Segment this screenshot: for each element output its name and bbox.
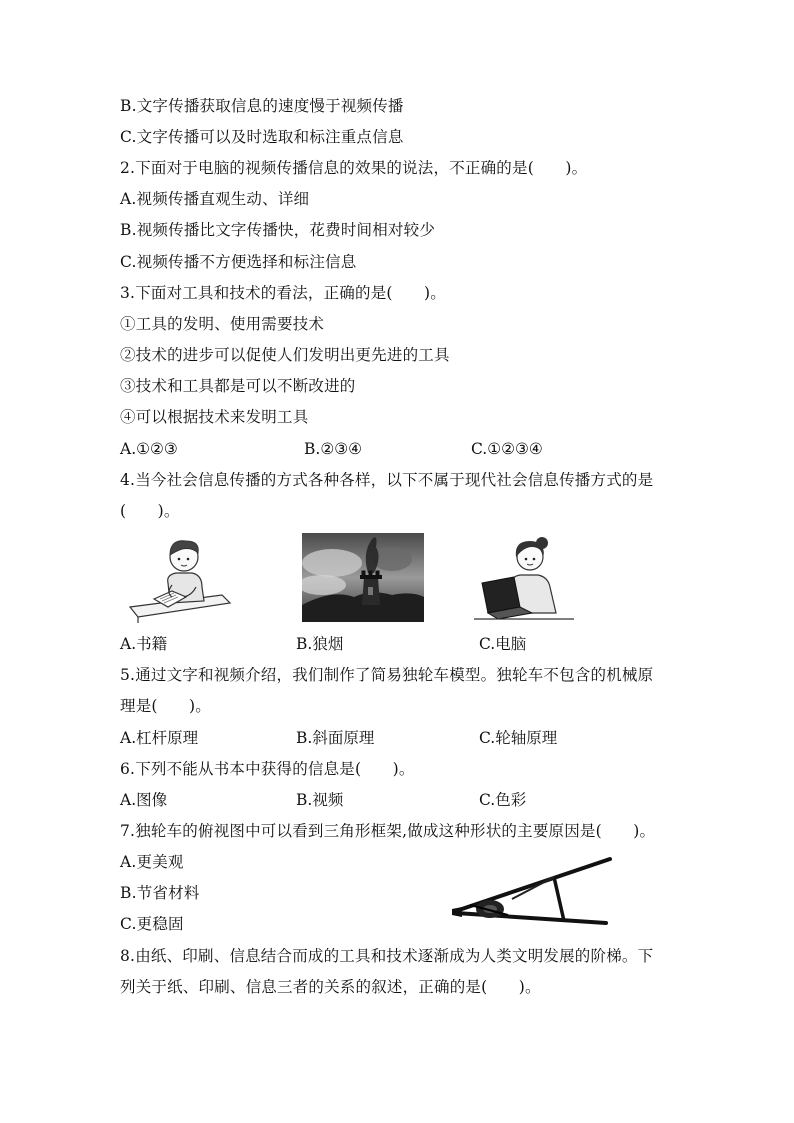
question-4-blank: ( )。 — [120, 502, 180, 520]
q5-option-a: A.杠杆原理 — [120, 729, 199, 747]
q7-option-c: C.更稳固 — [120, 915, 184, 933]
beacon-smoke-photo — [302, 533, 424, 622]
q3-statement-3: ③技术和工具都是可以不断改进的 — [120, 377, 356, 395]
q3-option-b: B.②③④ — [304, 440, 363, 458]
q4-option-a: A.书籍 — [120, 635, 168, 653]
question-5-cont: 理是( )。 — [120, 697, 211, 715]
q3-statement-1: ①工具的发明、使用需要技术 — [120, 315, 325, 333]
q2-option-c: C.视频传播不方便选择和标注信息 — [120, 253, 357, 271]
question-6: 6.下列不能从书本中获得的信息是( )。 — [120, 760, 415, 778]
question-4: 4.当今社会信息传播的方式各种各样，以下不属于现代社会信息传播方式的是 — [120, 471, 654, 489]
question-2: 2.下面对于电脑的视频传播信息的效果的说法，不正确的是( )。 — [120, 159, 588, 177]
q2-option-a: A.视频传播直观生动、详细 — [120, 190, 310, 208]
question-8-cont: 列关于纸、印刷、信息三者的关系的叙述，正确的是( )。 — [120, 978, 541, 996]
q2-option-b: B.视频传播比文字传播快，花费时间相对较少 — [120, 221, 436, 239]
q3-statement-4: ④可以根据技术来发明工具 — [120, 408, 309, 426]
question-8: 8.由纸、印刷、信息结合而成的工具和技术逐渐成为人类文明发展的阶梯。下 — [120, 947, 654, 965]
q7-option-a: A.更美观 — [120, 853, 184, 871]
q1-option-c: C.文字传播可以及时选取和标注重点信息 — [120, 128, 404, 146]
wheelbarrow-topview-photo — [450, 855, 614, 927]
q6-option-b: B.视频 — [296, 791, 344, 809]
q5-option-b: B.斜面原理 — [296, 729, 375, 747]
q3-statement-2: ②技术的进步可以促使人们发明出更先进的工具 — [120, 346, 450, 364]
q3-option-c: C.①②③④ — [471, 440, 543, 458]
question-3: 3.下面对工具和技术的看法，正确的是( )。 — [120, 284, 446, 302]
q7-option-b: B.节省材料 — [120, 884, 200, 902]
boy-reading-illustration — [126, 533, 236, 625]
q6-option-a: A.图像 — [120, 791, 168, 809]
q4-option-b: B.狼烟 — [296, 635, 344, 653]
woman-computer-illustration — [474, 533, 574, 622]
q4-option-c: C.电脑 — [479, 635, 527, 653]
question-5: 5.通过文字和视频介绍，我们制作了简易独轮车模型。独轮车不包含的机械原 — [120, 666, 654, 684]
q5-option-c: C.轮轴原理 — [479, 729, 558, 747]
q1-option-b: B.文字传播获取信息的速度慢于视频传播 — [120, 97, 404, 115]
q6-option-c: C.色彩 — [479, 791, 527, 809]
q3-option-a: A.①②③ — [120, 440, 178, 458]
question-7: 7.独轮车的俯视图中可以看到三角形框架,做成这种形状的主要原因是( )。 — [120, 822, 656, 840]
